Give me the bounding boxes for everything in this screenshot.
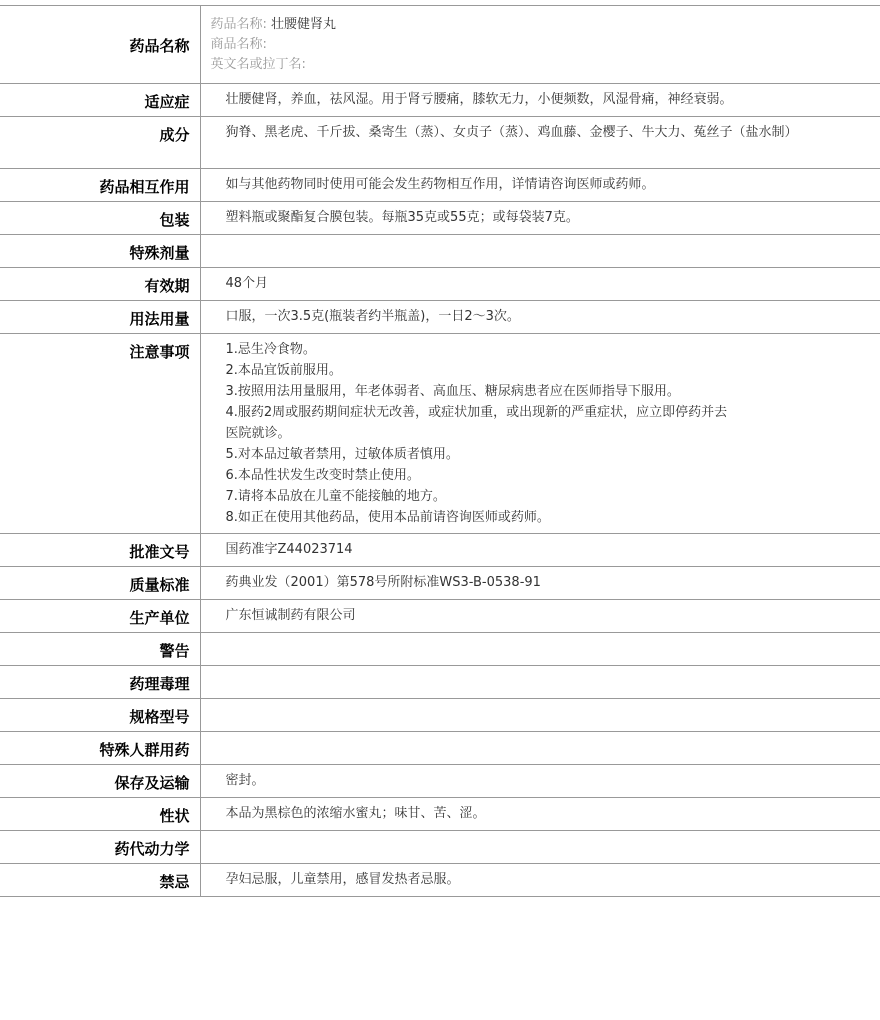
generic-name-value: 壮腰健肾丸 <box>271 17 337 32</box>
row-specification <box>0 699 880 732</box>
label-precautions: 注意事项 <box>0 334 200 534</box>
row-interactions <box>0 169 880 202</box>
row-shelf-life <box>0 268 880 301</box>
precaution-line: 3.按照用法用量服用，年老体弱者、高血压、糖尿病患者应在医师指导下服用。 <box>225 384 680 399</box>
precaution-line: 4.服药2周或服药期间症状无改善，或症状加重，或出现新的严重症状，应立即停药并去 <box>225 405 728 420</box>
label-ingredients: 成分 <box>0 117 200 169</box>
row-toxicology <box>0 666 880 699</box>
trade-name-line <box>211 35 871 55</box>
generic-name-line <box>211 15 871 35</box>
row-special-dosage <box>0 235 880 268</box>
row-special-population <box>0 732 880 765</box>
value-manufacturer: 广东恒诚制药有限公司 <box>200 600 880 633</box>
label-quality-standard: 质量标准 <box>0 567 200 600</box>
value-special-population <box>200 732 880 765</box>
label-interactions: 药品相互作用 <box>0 169 200 202</box>
label-dosage: 用法用量 <box>0 301 200 334</box>
value-interactions: 如与其他药物同时使用可能会发生药物相互作用，详情请咨询医师或药师。 <box>200 169 880 202</box>
value-dosage: 口服，一次3.5克(瓶装者约半瓶盖)，一日2～3次。 <box>200 301 880 334</box>
row-warning <box>0 633 880 666</box>
value-pharmacokinetics <box>200 831 880 864</box>
precaution-line: 1.忌生冷食物。 <box>225 342 316 357</box>
label-specification: 规格型号 <box>0 699 200 732</box>
label-special-population: 特殊人群用药 <box>0 732 200 765</box>
value-contraindications: 孕妇忌服，儿童禁用，感冒发热者忌服。 <box>200 864 880 897</box>
value-drug-name <box>200 6 880 84</box>
value-ingredients: 狗脊、黑老虎、千斤拔、桑寄生（蒸）、女贞子（蒸）、鸡血藤、金樱子、牛大力、菟丝子（盐水制） <box>200 117 880 169</box>
precaution-line: 5.对本品过敏者禁用，过敏体质者慎用。 <box>225 447 459 462</box>
row-approval-number <box>0 534 880 567</box>
value-warning <box>200 633 880 666</box>
row-manufacturer <box>0 600 880 633</box>
precaution-line: 医院就诊。 <box>225 426 291 441</box>
label-drug-name: 药品名称 <box>0 6 200 84</box>
value-precautions <box>200 334 880 534</box>
label-pharmacokinetics: 药代动力学 <box>0 831 200 864</box>
label-shelf-life: 有效期 <box>0 268 200 301</box>
row-drug-name <box>0 6 880 84</box>
row-ingredients <box>0 117 880 169</box>
value-specification <box>200 699 880 732</box>
value-quality-standard: 药典业发（2001）第578号所附标准WS3-B-0538-91 <box>200 567 880 600</box>
value-packaging: 塑料瓶或聚酯复合膜包装。每瓶35克或55克；或每袋装7克。 <box>200 202 880 235</box>
row-dosage <box>0 301 880 334</box>
row-indications <box>0 84 880 117</box>
row-contraindications <box>0 864 880 897</box>
value-shelf-life: 48个月 <box>200 268 880 301</box>
value-approval-number: 国药准字Z44023714 <box>200 534 880 567</box>
value-indications: 壮腰健肾，养血，祛风湿。用于肾亏腰痛，膝软无力，小便频数，风湿骨痛，神经衰弱。 <box>200 84 880 117</box>
label-description: 性状 <box>0 798 200 831</box>
drug-spec-table <box>0 5 880 897</box>
label-warning: 警告 <box>0 633 200 666</box>
row-description <box>0 798 880 831</box>
english-name-line <box>211 55 871 75</box>
label-manufacturer: 生产单位 <box>0 600 200 633</box>
generic-name-key: 药品名称: <box>210 17 267 32</box>
row-quality-standard <box>0 567 880 600</box>
value-special-dosage <box>200 235 880 268</box>
label-storage: 保存及运输 <box>0 765 200 798</box>
trade-name-key: 商品名称: <box>210 37 267 52</box>
value-storage: 密封。 <box>200 765 880 798</box>
label-approval-number: 批准文号 <box>0 534 200 567</box>
row-pharmacokinetics <box>0 831 880 864</box>
precaution-line: 2.本品宜饭前服用。 <box>225 363 342 378</box>
row-packaging <box>0 202 880 235</box>
label-packaging: 包装 <box>0 202 200 235</box>
precaution-line: 8.如正在使用其他药品，使用本品前请咨询医师或药师。 <box>225 510 550 525</box>
precaution-line: 6.本品性状发生改变时禁止使用。 <box>225 468 420 483</box>
english-name-key: 英文名或拉丁名: <box>210 57 306 72</box>
label-special-dosage: 特殊剂量 <box>0 235 200 268</box>
row-storage <box>0 765 880 798</box>
precaution-line: 7.请将本品放在儿童不能接触的地方。 <box>225 489 446 504</box>
value-toxicology <box>200 666 880 699</box>
row-precautions <box>0 334 880 534</box>
label-indications: 适应症 <box>0 84 200 117</box>
value-description: 本品为黑棕色的浓缩水蜜丸；味甘、苦、涩。 <box>200 798 880 831</box>
label-contraindications: 禁忌 <box>0 864 200 897</box>
label-toxicology: 药理毒理 <box>0 666 200 699</box>
